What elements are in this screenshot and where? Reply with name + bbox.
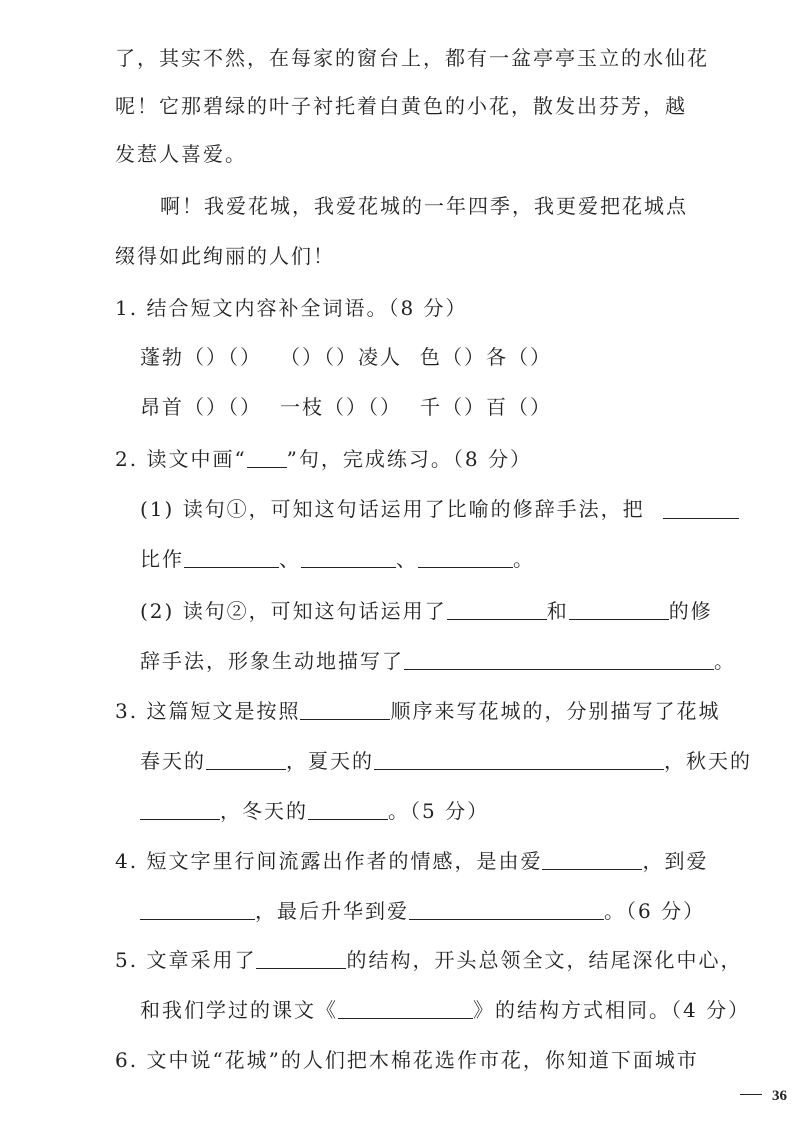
question-5-line-1: 5. 文章采用了 的结构，开头总领全文，结尾深化中心， bbox=[115, 948, 743, 972]
footer-dash bbox=[740, 1094, 762, 1095]
answer-blank[interactable] bbox=[338, 998, 473, 1019]
question-6-line-1: 6. 文中说“花城”的人们把木棉花选作市花，你知道下面城市 bbox=[115, 1048, 699, 1072]
passage-line-1: 了，其实不然，在每家的窗台上，都有一盆亭亭玉立的水仙花 bbox=[115, 46, 709, 70]
question-3-line-1: 3. 这篇短文是按照 顺序来写花城的，分别描写了花城 bbox=[115, 699, 721, 723]
answer-blank[interactable] bbox=[184, 547, 279, 568]
question-1-row-2: 昂首（）（） 一枝（）（） 千（）百（） bbox=[140, 395, 552, 419]
passage-line-3: 发惹人喜爱。 bbox=[115, 142, 247, 166]
answer-blank[interactable] bbox=[301, 547, 396, 568]
question-2-part-2-line-2: 辞手法，形象生动地描写了 。 bbox=[140, 649, 736, 673]
question-4-line-2: ，最后升华到爱 。（6 分） bbox=[140, 897, 739, 925]
question-2-part-1-line-2: 比作 、 、 。 bbox=[140, 547, 535, 571]
answer-blank[interactable] bbox=[140, 799, 220, 820]
answer-blank[interactable] bbox=[140, 899, 255, 920]
answer-blank[interactable] bbox=[569, 599, 669, 620]
page-number: 36 bbox=[772, 1088, 787, 1104]
question-2-part-1-line-1: (1) 读句①，可知这句话运用了比喻的修辞手法，把 bbox=[140, 495, 739, 523]
answer-blank[interactable] bbox=[404, 649, 714, 670]
answer-blank[interactable] bbox=[308, 799, 388, 820]
question-1-stem: 1. 结合短文内容补全词语。（8 分） bbox=[115, 296, 468, 320]
answer-blank[interactable] bbox=[663, 518, 739, 519]
question-3-line-3: ，冬天的 。（5 分） bbox=[140, 797, 739, 825]
question-2-part-2-line-1: (2) 读句②，可知这句话运用了 和 的修 bbox=[140, 599, 713, 623]
question-5-line-2: 和我们学过的课文《 》的结构方式相同。（4 分） bbox=[140, 998, 751, 1022]
question-2-stem: 2. 读文中画“ ”句，完成练习。（8 分） bbox=[115, 447, 532, 471]
question-3-line-2: 春天的 ，夏天的 ，秋天的 bbox=[140, 749, 752, 773]
answer-blank[interactable] bbox=[374, 749, 664, 770]
answer-blank[interactable] bbox=[418, 547, 513, 568]
passage-line-2: 呢！它那碧绿的叶子衬托着白黄色的小花，散发出芬芳，越 bbox=[115, 94, 687, 118]
passage-line-4: 啊！我爱花城，我爱花城的一年四季，我更爱把花城点 bbox=[160, 194, 688, 218]
passage-line-5: 缀得如此绚丽的人们！ bbox=[115, 244, 335, 268]
answer-blank[interactable] bbox=[409, 899, 604, 920]
answer-blank[interactable] bbox=[447, 599, 547, 620]
answer-blank[interactable] bbox=[542, 849, 642, 870]
answer-blank[interactable] bbox=[206, 749, 286, 770]
question-4-line-1: 4. 短文字里行间流露出作者的情感，是由爱 ，到爱 bbox=[115, 849, 709, 873]
page-footer bbox=[740, 1088, 787, 1105]
underline-marker-blank bbox=[247, 447, 287, 468]
question-1-row-1: 蓬勃（）（） （）（）凌人 色（）各（） bbox=[140, 345, 552, 369]
answer-blank[interactable] bbox=[300, 699, 390, 720]
answer-blank[interactable] bbox=[256, 948, 346, 969]
